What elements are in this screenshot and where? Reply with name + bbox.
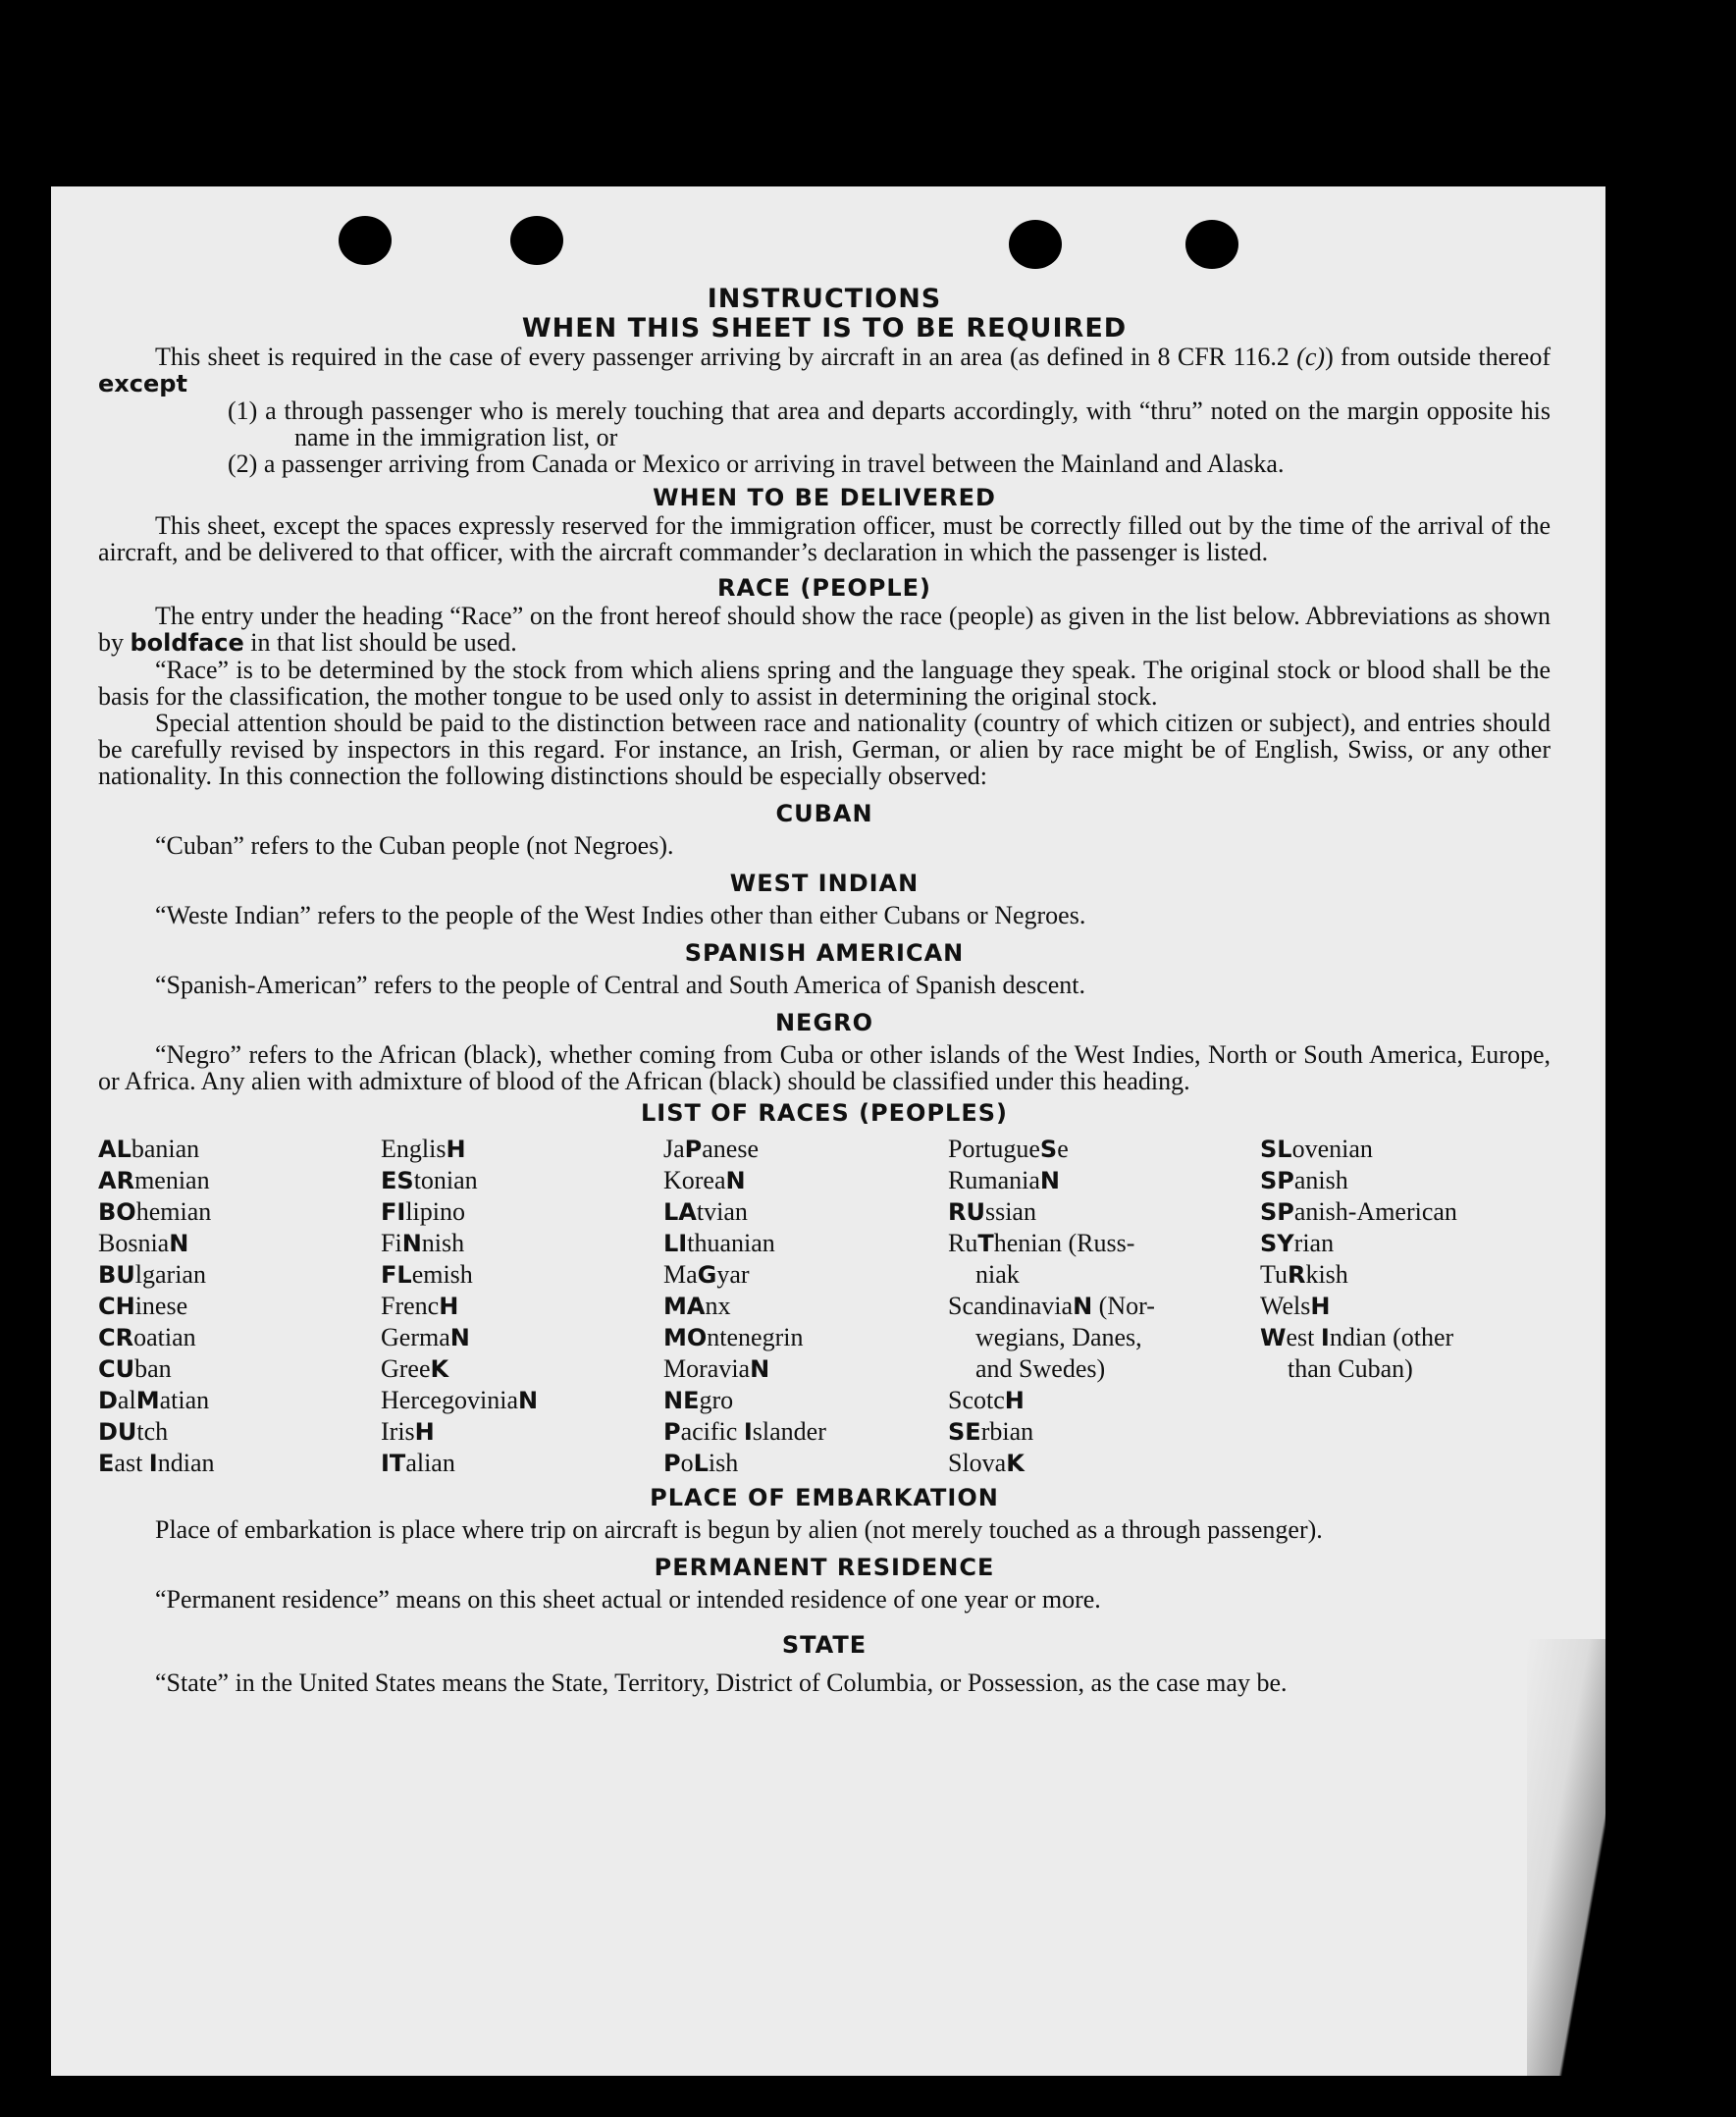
heading-permanent-residence: PERMANENT RESIDENCE <box>654 1554 995 1581</box>
race-entry: SLovenian <box>1260 1135 1373 1163</box>
races-column <box>663 1134 948 1479</box>
punch-hole <box>1185 220 1238 269</box>
race-entry: RumaniaN <box>948 1166 1060 1194</box>
race-entry: CUban <box>98 1354 172 1383</box>
race-entry: Pacific Islander <box>663 1417 826 1446</box>
race-entry: ScotcH <box>948 1386 1025 1414</box>
race-entry: and Swedes) <box>975 1354 1106 1383</box>
race-entry: BosniaN <box>98 1229 189 1257</box>
punch-hole <box>1009 220 1062 269</box>
races-column <box>381 1134 663 1479</box>
race-entry: BUlgarian <box>98 1260 206 1289</box>
heading-west-indian: WEST INDIAN <box>729 870 920 897</box>
heading-list-of-races: LIST OF RACES (PEOPLES) <box>641 1099 1008 1127</box>
race-entry: GreeK <box>381 1354 449 1383</box>
heading-cuban: CUBAN <box>775 800 873 827</box>
race-entry: LAtvian <box>663 1197 748 1226</box>
race-entry: PortugueSe <box>948 1135 1069 1163</box>
race-entry: SPanish <box>1260 1166 1348 1194</box>
race-entry: RuThenian (Russ- <box>948 1229 1135 1257</box>
heading-delivered: WHEN TO BE DELIVERED <box>653 484 996 511</box>
race-entry: MOntenegrin <box>663 1323 804 1351</box>
punch-hole <box>510 216 563 265</box>
embarkation-text: Place of embarkation is place where trip on aircraft is begun by alien (not merely touched as a through passenger). <box>155 1515 1323 1544</box>
races-column <box>98 1134 381 1479</box>
race-entry: SlovaK <box>948 1449 1025 1477</box>
race-entry: CRoatian <box>98 1323 196 1351</box>
heading-negro: NEGRO <box>774 1009 874 1036</box>
race-entry: ITalian <box>381 1449 455 1477</box>
folded-corner <box>1527 1639 1605 2076</box>
race-entry: than Cuban) <box>1288 1354 1413 1383</box>
race-entry: HercegoviniaN <box>381 1386 539 1414</box>
race-entry: LIthuanian <box>663 1229 775 1257</box>
heading-state: STATE <box>781 1631 868 1659</box>
races-column <box>948 1134 1260 1479</box>
race-entry: WelsH <box>1260 1292 1331 1320</box>
race-entry: FrencH <box>381 1292 459 1320</box>
race-entry: CHinese <box>98 1292 188 1320</box>
heading-when-required: WHEN THIS SHEET IS TO BE REQUIRED <box>521 313 1128 344</box>
race-entry: TuRkish <box>1260 1260 1348 1289</box>
race-entry: EnglisH <box>381 1135 466 1163</box>
race-entry: JaPanese <box>663 1135 760 1163</box>
spanish-american-text: “Spanish-American” refers to the people of Central and South America of Spanish descent. <box>155 971 1085 999</box>
races-column <box>1260 1134 1554 1479</box>
cuban-text: “Cuban” refers to the Cuban people (not Negroes). <box>155 831 674 860</box>
race-entry: SYrian <box>1260 1229 1335 1257</box>
exception-item-2: (2) a passenger arriving from Canada or Mexico or arriving in travel between the Mainland and Alaska. <box>228 450 1285 478</box>
race-entry: FiNnish <box>381 1229 465 1257</box>
race-entry: GermaN <box>381 1323 470 1351</box>
race-entry: FLemish <box>381 1260 473 1289</box>
race-entry: West Indian (other <box>1260 1323 1454 1351</box>
race-entry: SPanish-American <box>1260 1197 1457 1226</box>
heading-embarkation: PLACE OF EMBARKATION <box>650 1484 999 1511</box>
race-entry: EStonian <box>381 1166 478 1194</box>
race-entry: East Indian <box>98 1449 215 1477</box>
race-entry: RUssian <box>948 1197 1036 1226</box>
race-entry: niak <box>975 1260 1020 1289</box>
race-entry: ALbanian <box>98 1135 200 1163</box>
exception-item-1: (1) a through passenger who is merely touching that area and departs accordingly, with “thru” noted on the margin opposite his name in the immigration list, or <box>228 397 1551 451</box>
document-page <box>51 186 1605 2076</box>
delivered-paragraph: This sheet, except the spaces expressly reserved for the immigration officer, must be correctly filled out by the time of the arrival of the aircraft, and be delivered to that officer, with the aircraft commander’s declaration in which the passenger is listed. <box>98 511 1551 566</box>
race-paragraph-3: Special attention should be paid to the distinction between race and nationality (country of which citizen or subject), and entries should be carefully revised by inspectors in this regard. For instance, an Irish, German, or alien by race might be of English, Swiss, or any other nationality. In this connection the following distinctions should be especially observed: <box>98 709 1551 790</box>
race-entry: ARmenian <box>98 1166 210 1194</box>
race-paragraph-1: The entry under the heading “Race” on the front hereof should show the race (people) as given in the list below. Abbreviations as shown by boldface in that list should be used. <box>98 602 1551 657</box>
negro-text: “Negro” refers to the African (black), whether coming from Cuba or other islands of the West Indies, North or South America, Europe, or Africa. Any alien with admixture of blood of the African (black) should be classified under this heading. <box>98 1040 1551 1095</box>
race-entry: wegians, Danes, <box>975 1323 1142 1351</box>
instructions-content <box>98 285 1551 1696</box>
race-entry: BOhemian <box>98 1197 212 1226</box>
race-entry: NEgro <box>663 1386 734 1414</box>
race-paragraph-2: “Race” is to be determined by the stock from which aliens spring and the language they speak. The original stock or blood shall be the basis for the classification, the mother tongue to be used only to assist in determining the original stock. <box>98 656 1551 711</box>
required-paragraph: This sheet is required in the case of every passenger arriving by aircraft in an area (as defined in 8 CFR 116.2 (c)) from outside thereof except <box>98 343 1551 397</box>
race-entry: MAnx <box>663 1292 731 1320</box>
race-entry: ScandinaviaN (Nor- <box>948 1292 1155 1320</box>
punch-hole <box>339 216 392 265</box>
race-entry: IrisH <box>381 1417 435 1446</box>
permanent-residence-text: “Permanent residence” means on this sheet actual or intended residence of one year or more. <box>155 1585 1101 1614</box>
race-entry: MaGyar <box>663 1260 750 1289</box>
race-entry: DUtch <box>98 1417 169 1446</box>
race-entry: FIlipino <box>381 1197 465 1226</box>
page-title: INSTRUCTIONS <box>707 284 942 314</box>
races-list <box>98 1134 1551 1479</box>
race-entry: MoraviaN <box>663 1354 770 1383</box>
state-text: “State” in the United States means the State, Territory, District of Columbia, or Possession, as the case may be. <box>155 1668 1288 1697</box>
race-entry: PoLish <box>663 1449 739 1477</box>
race-entry: SErbian <box>948 1417 1034 1446</box>
heading-spanish-american: SPANISH AMERICAN <box>684 939 965 967</box>
race-entry: DalMatian <box>98 1386 210 1414</box>
west-indian-text: “Weste Indian” refers to the people of the West Indies other than either Cubans or Negroes. <box>155 901 1086 929</box>
heading-race: RACE (PEOPLE) <box>716 574 932 602</box>
race-entry: KoreaN <box>663 1166 746 1194</box>
